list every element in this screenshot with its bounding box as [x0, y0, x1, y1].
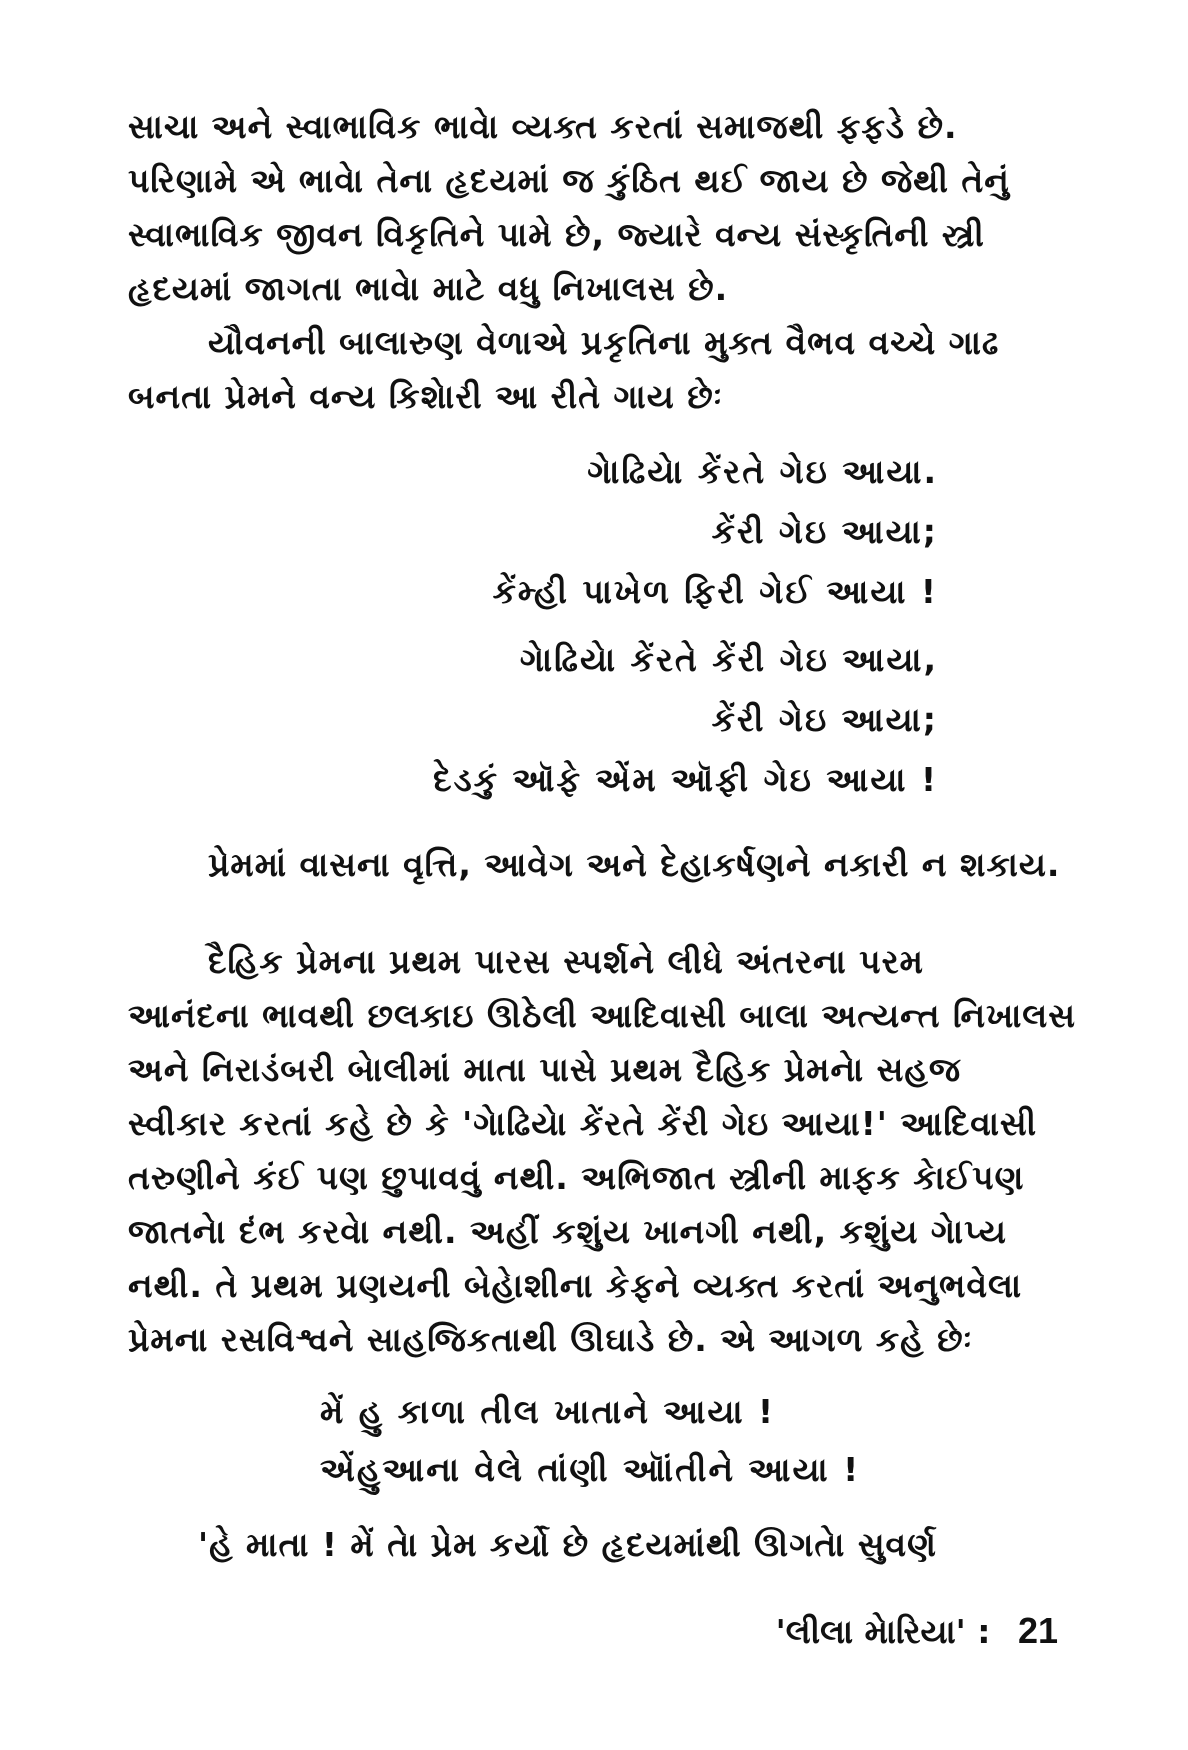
song-line: ગેાઢિયેા કેંરતે કેંરી ગેઇ આયા,: [519, 640, 938, 679]
text-line: હૃદયમાં જાગતા ભાવેા માટે વધુ નિખાલસ છે.: [128, 269, 729, 308]
song-line: એંહુઆના વેલે તાંણી ઑાંતીને આયા !: [320, 1450, 861, 1489]
statement: પ્રેમમાં વાસના વૃત્તિ, આવેગ અને દેહાકર્ષણને નકારી ન શકાય.: [208, 845, 1061, 884]
text-line: અને નિરાડંબરી બેાલીમાં માતા પાસે પ્રથમ દૈહિક પ્રેમનેા સહજ: [128, 1050, 962, 1089]
text-line: યૌવનની બાલારુણ વેળાએ પ્રકૃતિના મુક્ત વૈભવ વચ્ચે ગાઢ: [208, 323, 1000, 362]
paragraph-3: [128, 935, 1076, 1367]
text-line: તરુણીને કંઈ પણ છુપાવવું નથી. અભિજાત સ્ત્રીની માફક કેાઈપણ: [128, 1158, 1025, 1197]
paragraph-1: [128, 100, 1063, 316]
text-line: બનતા પ્રેમને વન્ય કિશેારી આ રીતે ગાય છેઃ: [128, 377, 724, 416]
song-line: કેંમ્હી પાખેળ ફિરી ગેઈ આયા !: [492, 572, 938, 611]
text-line: દૈહિક પ્રેમના પ્રથમ પારસ સ્પર્શને લીધે અંતરના પરમ: [208, 942, 924, 981]
page-number: 21: [1017, 1610, 1058, 1651]
text-line: નથી. તે પ્રથમ પ્રણયની બેહેાશીના કેફને વ્યક્ત કરતાં અનુભવેલા: [128, 1266, 1023, 1305]
song-line: મેં હુ કાળા તીલ ખાતાને આયા !: [320, 1392, 776, 1431]
paragraph-4: 'હે માતા ! મેં તેા પ્રેમ કર્યો છે હૃદયમાંથી ઊગતેા સુવર્ણ: [198, 1525, 937, 1564]
text-line: સ્વાભાવિક જીવન વિકૃતિને પામે છે, જ્યારે વન્ય સંસ્કૃતિની સ્ત્રી: [128, 215, 985, 254]
text-line: સ્વીકાર કરતાં કહે છે કે 'ગેાઢિયેા કેંરતે કેંરી ગેઇ આયા!' આદિવાસી: [128, 1104, 1038, 1143]
paragraph-2: [128, 316, 1063, 424]
song-line: ગેાઢિયેા કેંરતે ગેઇ આયા.: [587, 452, 938, 491]
footer-title: 'લીલા મેારિયા' :: [775, 1612, 991, 1651]
text-line: પરિણામે એ ભાવેા તેના હૃદયમાં જ કુંઠિત થઈ જાય છે જેથી તેનું: [128, 161, 1010, 200]
song-line: કેંરી ગેઇ આયા;: [711, 700, 938, 739]
text-line: પ્રેમના રસવિશ્વને સાહજિકતાથી ઊઘાડે છે. એ આગળ કહે છેઃ: [128, 1320, 974, 1359]
song-line: દેડકું ઑફે એંમ ઑફી ગેઇ આયા !: [433, 760, 938, 799]
song-line: કેંરી ગેઇ આયા;: [711, 512, 938, 551]
text-line: સાચા અને સ્વાભાવિક ભાવેા વ્યક્ત કરતાં સમાજથી ફફડે છે.: [128, 107, 958, 146]
text-line: આનંદના ભાવથી છલકાઇ ઊઠેલી આદિવાસી બાલા અત્યન્ત નિખાલસ: [128, 996, 1076, 1035]
page-footer: [776, 1610, 1058, 1652]
text-line: જાતનેા દંભ કરવેા નથી. અહીં કશુંય ખાનગી નથી, કશુંય ગેાપ્ય: [128, 1212, 1007, 1251]
